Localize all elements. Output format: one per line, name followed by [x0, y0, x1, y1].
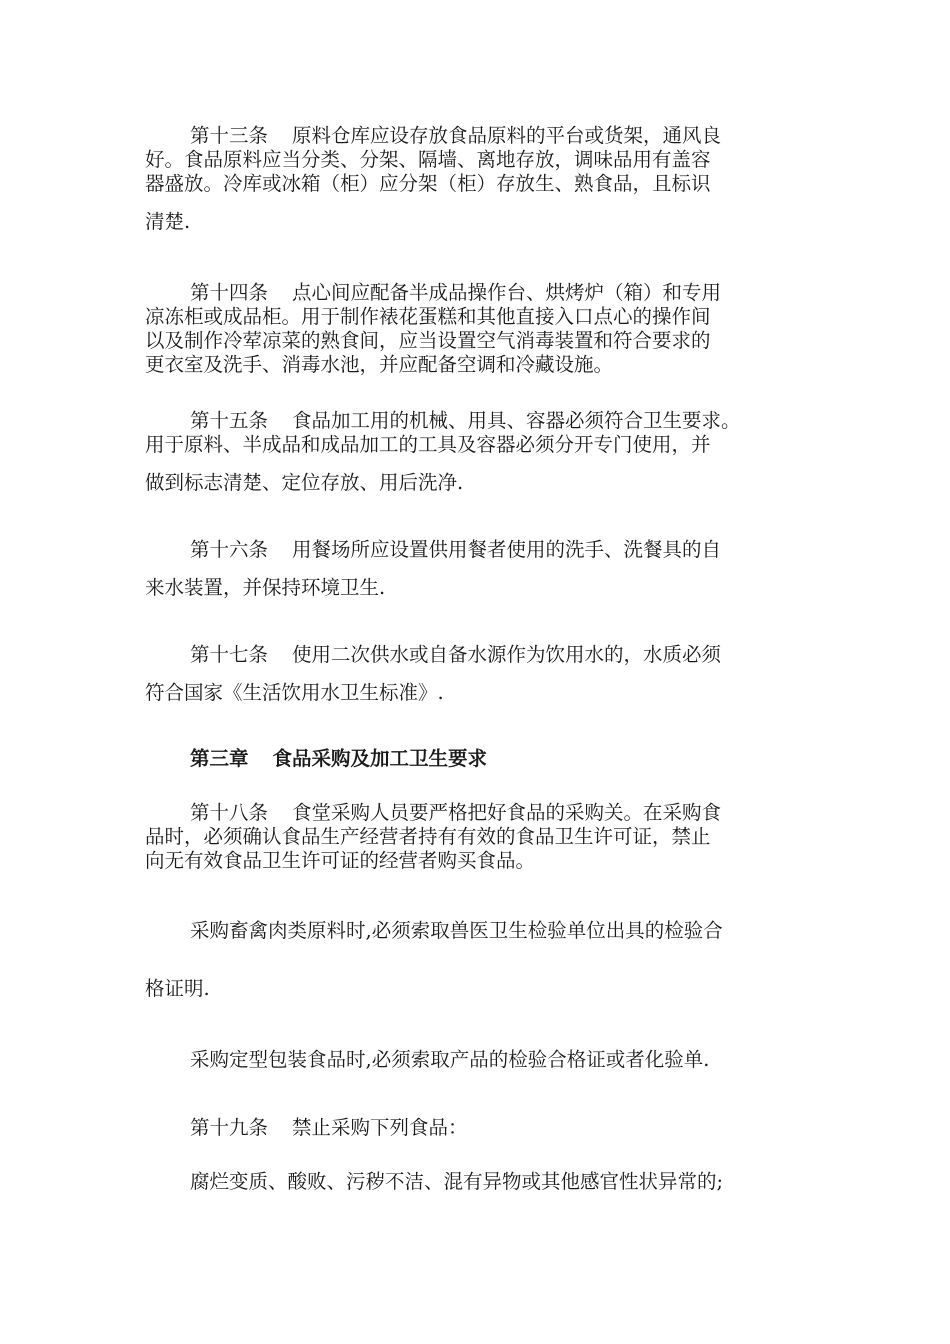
article-text-line: 使用二次供水或自备水源作为饮用水的，水质必须 [292, 643, 722, 666]
chapter-label: 第三章 [190, 747, 249, 770]
article-text-line: 用于原料、半成品和成品加工的工具及容器必须分开专门使用，并 [145, 433, 711, 456]
paragraph-meat-procurement [145, 919, 825, 1001]
article-text-line: 品时，必须确认食品生产经营者持有有效的食品卫生许可证，禁止 [145, 825, 711, 848]
article-text-line: 食堂采购人员要严格把好食品的采购关。在采购食 [292, 801, 722, 824]
article-text-line: 做到标志清楚、定位存放、用后洗净. [145, 471, 464, 494]
article-text-line: 点心间应配备半成品操作台、烘烤炉（箱）和专用 [292, 281, 722, 304]
article-text-line: 禁止采购下列食品： [292, 1116, 468, 1139]
article-text-line: 食品加工用的机械、用具、容器必须符合卫生要求。 [292, 409, 741, 432]
article-18 [145, 801, 825, 873]
article-text-line: 更衣室及洗手、消毒水池，并应配备空调和冷藏设施。 [145, 353, 614, 376]
article-text-line: 以及制作冷荤凉菜的熟食间，应当设置空气消毒装置和符合要求的 [145, 329, 711, 352]
article-text-line: 向无有效食品卫生许可证的经营者购买食品。 [145, 849, 536, 872]
article-text-line: 原料仓库应设存放食品原料的平台或货架，通风良 [292, 124, 722, 147]
article-14 [145, 281, 825, 377]
article-label: 第十八条 [190, 801, 269, 824]
article-text-line: 符合国家《生活饮用水卫生标准》. [145, 681, 444, 704]
article-17 [145, 643, 825, 705]
article-16 [145, 538, 825, 600]
chapter-title: 食品采购及加工卫生要求 [272, 747, 488, 770]
paragraph-text-line: 腐烂变质、酸败、污秽不洁、混有异物或其他感官性状异常的; [190, 1170, 724, 1193]
article-text-line: 用餐场所应设置供用餐者使用的洗手、洗餐具的自 [292, 538, 722, 561]
article-label: 第十四条 [190, 281, 269, 304]
article-19 [145, 1116, 825, 1140]
article-text-line: 好。食品原料应当分类、分架、隔墙、离地存放，调味品用有盖容 [145, 148, 711, 171]
article-label: 第十九条 [190, 1116, 269, 1139]
article-label: 第十五条 [190, 409, 269, 432]
article-label: 第十六条 [190, 538, 269, 561]
article-13 [145, 124, 825, 234]
paragraph-text-line: 采购定型包装食品时,必须索取产品的检验合格证或者化验单. [190, 1048, 710, 1071]
article-label: 第十七条 [190, 643, 269, 666]
article-text-line: 凉冻柜或成品柜。用于制作裱花蛋糕和其他直接入口点心的操作间 [145, 305, 711, 328]
article-15 [145, 409, 825, 495]
paragraph-text-line: 格证明. [145, 977, 210, 1000]
paragraph-packaged-food [145, 1048, 825, 1072]
paragraph-spoiled-food [145, 1170, 825, 1194]
article-text-line: 来水装置，并保持环境卫生. [145, 576, 386, 599]
article-text-line: 器盛放。冷库或冰箱（柜）应分架（柜）存放生、熟食品，且标识 [145, 172, 711, 195]
article-text-line: 清楚. [145, 210, 191, 233]
article-label: 第十三条 [190, 124, 269, 147]
chapter-heading [145, 747, 825, 771]
paragraph-text-line: 采购畜禽肉类原料时,必须索取兽医卫生检验单位出具的检验合 [190, 919, 723, 942]
